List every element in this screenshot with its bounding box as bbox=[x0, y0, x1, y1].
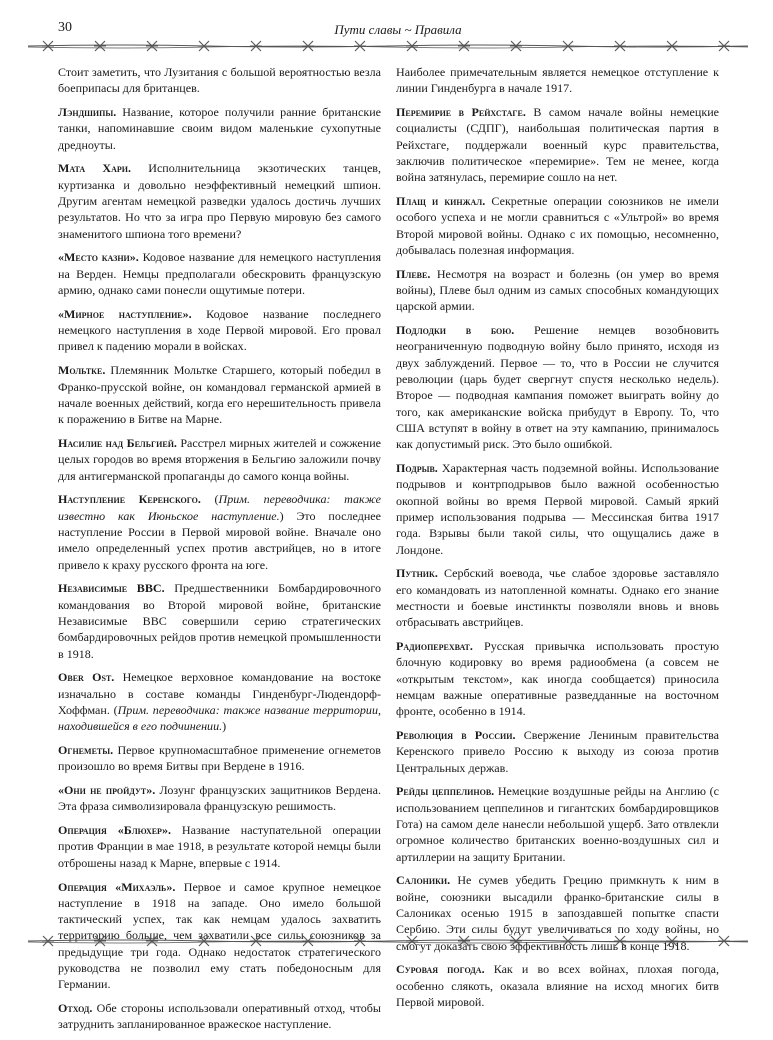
entry-definition: Не сумев убедить Грецию примкнуть к ним в войне, союзники высадили франко-британские силы в Салониках осенью 1915 в запоздавшей попытке спасти Сербию. Эти силы будут увеличиваться по ходу войны, но смогут доказать свою эффективность лишь в конце 1918. bbox=[396, 873, 719, 953]
barbed-wire-divider-top bbox=[28, 38, 748, 54]
entry-term: Перемирие в Рейхстаге. bbox=[396, 105, 526, 120]
entry-definition: Исполнительница экзотических танцев, куртизанка и довольно неэффективный немецкий шпион. Другим агентам немецкой разведки удалось достичь лучших результатов. Но что за игра про Первую мировую без самого знаменитого шпиона того времени? bbox=[58, 161, 381, 241]
entry-definition: Решение немцев возобновить неограниченную подводную войну было принято, исходя из двух заблуждений. Первое — то, что в России не случится революции (царь будет свергнут спустя несколько недель). Второе — подводная кампания поможет выиграть войну до того, как американские войска прибудут в Европу. То, что США вступят в войну в ответ на эту кампанию, принималось как допустимый риск. Это было ошибкой. bbox=[396, 323, 719, 452]
entry-term: «Мирное наступление». bbox=[58, 306, 192, 321]
entry-term: Отход. bbox=[58, 1001, 93, 1016]
entry-definition: Первое крупномасштабное применение огнеметов произошло во время Битвы при Вердене в 1916. bbox=[58, 742, 381, 774]
glossary-entry bbox=[58, 822, 381, 871]
entry-term: Мольтке. bbox=[58, 363, 106, 378]
glossary-entry bbox=[58, 249, 381, 298]
glossary-entry bbox=[396, 727, 719, 776]
glossary-entry bbox=[396, 104, 719, 185]
entry-term: «Место казни». bbox=[58, 250, 139, 265]
running-title: Пути славы ~ Правила bbox=[334, 22, 462, 37]
translator-note: Прим. переводчика: также название территории, находившейся в его подчинении. bbox=[58, 702, 381, 734]
glossary-entry bbox=[396, 783, 719, 864]
entry-definition: Русская привычка использовать простую блочную кодировку во время радиообмена (а совсем не «открытым текстом», как иногда сообщается) приносила немцам важные оперативные разведданные на восточном фронте, особенно в 1914. bbox=[396, 639, 719, 719]
right-column bbox=[396, 64, 719, 1018]
entry-term: Путник. bbox=[396, 566, 438, 581]
entry-term: Насилие над Бельгией. bbox=[58, 435, 177, 450]
entry-definition: ( bbox=[200, 492, 219, 507]
glossary-entry bbox=[396, 460, 719, 558]
entry-term: Независимые ВВС. bbox=[58, 581, 165, 596]
glossary-entry bbox=[396, 64, 719, 97]
entry-definition-continued: ) bbox=[222, 719, 227, 734]
entry-term: Революция в России. bbox=[396, 727, 516, 742]
glossary-entry bbox=[396, 193, 719, 258]
entry-term: Плеве. bbox=[396, 266, 431, 281]
glossary-entry bbox=[58, 1000, 381, 1033]
entry-term: Плащ и кинжал. bbox=[396, 194, 486, 209]
entry-definition: Кодовое название последнего немецкого наступления в ходе Первой мировой. Его провал привел к падению морали в войсках. bbox=[58, 306, 382, 354]
glossary-entry bbox=[396, 322, 719, 452]
entry-definition: Расстрел мирных жителей и сожжение целых городов во время вторжения в Бельгию заложили почву для антигерманской пропаганды до самого конца войны. bbox=[58, 435, 381, 483]
translator-note: Прим. переводчика: также известно как Июньское наступление. bbox=[58, 492, 381, 523]
page-number: 30 bbox=[58, 20, 72, 35]
entry-definition: Стоит заметить, что Лузитания с большой вероятностью везла боеприпасы для британцев. bbox=[58, 65, 381, 96]
barbed-wire-icon bbox=[28, 41, 748, 51]
barbed-wire-divider-bottom bbox=[28, 933, 748, 949]
glossary-entry bbox=[58, 435, 381, 484]
entry-term: Мата Хари. bbox=[58, 161, 131, 176]
entry-term: Салоники. bbox=[396, 873, 451, 888]
barbed-wire-icon bbox=[28, 936, 748, 946]
entry-term: Наступление Керенского. bbox=[58, 492, 201, 507]
glossary-entry bbox=[58, 580, 381, 661]
entry-term: Радиоперехват. bbox=[396, 639, 473, 653]
entry-definition: Несмотря на возраст и болезнь (он умер во время войны), Плеве был одним из самых способных командующих царской армии. bbox=[396, 266, 719, 314]
entry-term: Подлодки в бою. bbox=[396, 323, 515, 338]
glossary-entry bbox=[396, 638, 719, 719]
entry-definition: Немецкие воздушные рейды на Англию (с использованием цеппелинов и гигантских бомбардировщиков Гота) на самом деле нанесли небольшой ущерб. Зато отвлекли огромное количество британских военно-воздушных сил и артиллерии на защиту Британии. bbox=[396, 784, 719, 864]
entry-term: Рейды цеппелинов. bbox=[396, 784, 495, 799]
entry-definition-continued: ) Это последнее наступление России в Первой мировой войне. Вначале оно имело определенный успех против австрийцев, но в итоге привело к краху русского фронта на юге. bbox=[58, 508, 381, 572]
entry-term: Операция «Блюхер». bbox=[58, 823, 171, 838]
glossary-entry bbox=[58, 160, 381, 241]
entry-definition: Кодовое название для немецкого наступления на Верден. Немцы предполагали обескровить французскую армию, однако сами понесли ощутимые потери. bbox=[58, 250, 381, 298]
glossary-entry bbox=[58, 64, 381, 97]
entry-definition: Название, которое получили ранние британские танки, напоминавшие своим видом маленькие сухопутные дредноуты. bbox=[58, 105, 381, 152]
glossary-entry bbox=[58, 362, 381, 427]
entry-definition: Первое и самое крупное немецкое наступление в 1918 на западе. Оно имело большой тактический успех, так как немцам удалось захватить территорию больше, чем захватили все силы союзников за предыдущие три года. Однако недостаток стратегического руководства не позволил ему стать победоносным для Германии. bbox=[58, 879, 381, 992]
entry-definition: Немецкое верховное командование на востоке изначально в составе команды Гинденбург-Людендорф-Хоффман. ( bbox=[58, 670, 382, 717]
entry-definition: В самом начале войны немецкие социалисты (СДПГ), наибольшая политическая партия в Рейхстаге, поддержали военный курс правительства, заключив политическое «перемирие». Тем не менее, когда война затянулась, перемирие сошло на нет. bbox=[396, 105, 719, 185]
glossary-entry bbox=[396, 961, 719, 1010]
entry-term: Огнеметы. bbox=[58, 742, 114, 757]
entry-term: Ober Ost. bbox=[58, 670, 115, 685]
entry-term: Лэндшипы. bbox=[58, 105, 117, 120]
entry-definition: Свержение Лениным правительства Керенского привело Россию к выходу из союза против Центральных держав. bbox=[396, 727, 719, 775]
glossary-entry bbox=[58, 782, 381, 815]
glossary-entry bbox=[396, 565, 719, 630]
entry-definition: Характерная часть подземной войны. Использование подрывов и контрподрывов было важной особенностью окопной войны во время Первой мировой. Самый яркий пример использования подрыва — Мессинская битва 1917 года. Взрывы были такой силы, что ощущались даже в Лондоне. bbox=[396, 461, 719, 557]
entry-term: Операция «Михаэль». bbox=[58, 879, 176, 894]
entry-definition: Как и во всех войнах, плохая погода, особенно слякоть, оказала влияние на исход многих битв Первой мировой. bbox=[396, 962, 719, 1009]
glossary-entry bbox=[58, 104, 381, 153]
glossary-entry bbox=[58, 669, 381, 734]
entry-definition: Предшественники Бомбардировочного командования во Второй мировой войне, британские Независимые ВВС совершили серию стратегических бомбардировочных рейдов против немецкой промышленности в 1918. bbox=[58, 581, 381, 661]
entry-definition: Племянник Мольтке Старшего, который победил в Франко-прусской войне, он командовал германской армией в начале военных действий, когда его нерешительность привела к поражению в Битве на Марне. bbox=[58, 363, 381, 427]
entry-definition: Наиболее примечательным является немецкое отступление к линии Гинденбурга в начале 1917. bbox=[396, 65, 719, 96]
entry-definition: Секретные операции союзников не имели особого успеха и не могли сравниться с «Ультрой» во время Второй мировой войны. Однако с их помощью, несомненно, добывалась полезная информация. bbox=[396, 194, 719, 257]
entry-definition: Лозунг французских защитников Вердена. Эта фраза символизировала французскую решимость. bbox=[58, 783, 381, 814]
glossary-entry bbox=[396, 266, 719, 315]
glossary-entry bbox=[58, 742, 381, 775]
entry-definition: Обе стороны использовали оперативный отход, чтобы затруднить запланированное вражеское наступление. bbox=[58, 1001, 381, 1032]
left-column bbox=[58, 64, 381, 1040]
entry-term: Суровая погода. bbox=[396, 962, 485, 977]
entry-definition: Сербский воевода, чье слабое здоровье заставляло его командовать из натопленной комнаты. Однако его знание местности и боевые инстинкты позволяли вновь и вновь отбрасывать австрийцев. bbox=[396, 566, 719, 630]
entry-term: Подрыв. bbox=[396, 461, 438, 476]
entry-definition: Название наступательной операции против Франции в мае 1918, в результате которой немцы были отброшены назад к Марне, впервые с 1914. bbox=[58, 823, 381, 870]
glossary-entry bbox=[58, 491, 381, 572]
glossary-entry bbox=[58, 306, 381, 355]
entry-term: «Они не пройдут». bbox=[58, 783, 156, 798]
